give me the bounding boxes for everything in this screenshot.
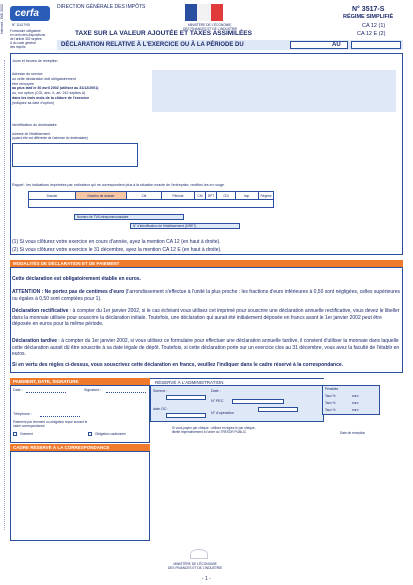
penalty-rate-2: Taux % xyxy=(325,401,336,405)
address-line: ou, sur option (CGI, ann. II, art. 242 septies A) xyxy=(12,91,86,96)
cents-warning-title: ATTENTION : Ne portez pas de centimes d'euro xyxy=(12,289,125,295)
admin-operation-label: N° d'opération xyxy=(211,411,234,415)
date-field[interactable] xyxy=(26,392,66,393)
penalty-suffix-1: euro xyxy=(352,394,359,398)
rectificative-body: : à compter du 1er janvier 2002, si le cas échéant vous utilisez cet imprimé pour souscrire une déclaration annuelle rectificative, vous devez le libeller dans la monnaie utilisée pour souscrire la déclaration initiale. Toutefois, une déclaration qui aurait été initialement déposée en francs avant le 1er janvier 2002 peut être déposée en euros pour la même période. xyxy=(12,308,400,328)
address-label xyxy=(12,72,99,106)
admin-date-label: Date : xyxy=(211,389,221,393)
cerfa-note xyxy=(10,29,45,49)
form-number: N° 3517-S xyxy=(352,6,385,13)
note-ca12e: (2) Si vous clôturez votre exercice le 31 décembre, ayez la mention CA 12 E (en haut à droite). xyxy=(12,247,222,253)
ministry-line: MINISTÈRE DE L'ÉCONOMIE, xyxy=(188,23,233,27)
receipt-label: Jours et heures de réception xyxy=(12,59,58,63)
tardive-body: : à compter du 1er janvier 2002, si vous utilisez ce formulaire pour effectuer une déclaration annuelle tardive, il convient d'utiliser la monnaie dans laquelle cette déclaration aurait dû être souscrite à sa date légale de dépôt. Toutefois, si cette déclaration porte sur un exercice clos au 31 décembre, vous avez la faculté de l'établir en euros. xyxy=(12,338,400,358)
identification-label: Identification du destinataire xyxy=(12,123,57,127)
grid-cell-dpt: DPT xyxy=(206,192,217,199)
code-grid-values xyxy=(28,200,274,208)
address-line: au plus tard le 30 avril 2002 (utilisez au 31/12/2001) xyxy=(12,86,99,91)
cents-warning xyxy=(12,289,402,302)
footer-ministry-line: MINISTÈRE DE L'ÉCONOMIE xyxy=(173,562,217,566)
page-number: - 1 - xyxy=(202,576,211,582)
address-line: où cette déclaration doit obligatoirement xyxy=(12,76,76,81)
address-line: (indiquez sa date d'option) xyxy=(12,100,55,105)
admin-sum-label: Somme : xyxy=(153,389,168,393)
correspondence-bar xyxy=(10,444,150,451)
rectificative-title: Déclaration rectificative xyxy=(12,308,69,314)
siret-bar xyxy=(130,223,240,229)
admin-footnote xyxy=(172,426,255,434)
period-au-label: AU xyxy=(332,42,341,48)
grid-cell-dossier: Dossier xyxy=(29,192,76,199)
side-rule xyxy=(4,60,6,530)
regime-label: RÉGIME SIMPLIFIÉ xyxy=(343,14,394,20)
grid-cell-numero: Numéro de dossier xyxy=(76,192,127,199)
penalty-suffix-2: euro xyxy=(352,401,359,405)
bond-checkbox[interactable] xyxy=(88,432,92,436)
admin-oc-label: date OC : xyxy=(153,407,169,411)
cents-warning-body: (l'arrondissement s'effectue à l'unité la plus proche : les fractions d'euro inférieures à 0,50 sont négligées, celles supérieures ou égales à 0,50 sont comptées pour 1). xyxy=(12,289,401,302)
transfer-label: Virement xyxy=(20,432,33,436)
cerfa-note-line: des impôts xyxy=(10,45,26,49)
modalities-bar xyxy=(10,260,403,267)
correspondence-title: CADRE RÉSERVÉ À LA CORRESPONDANCE xyxy=(13,444,110,450)
establishment-note: (quand elle est différente de l'adresse du destinataire) xyxy=(12,136,88,140)
bond-label: Obligation cautionnée xyxy=(95,432,126,436)
tardive-title: Déclaration tardive xyxy=(12,338,58,344)
cerfa-number: N° 11417*05 xyxy=(12,23,30,27)
grid-cell-cm: CM xyxy=(195,192,206,199)
rectification-instruction: Rappel : les indications imprimées par ordinateur qui ne correspondent plus à la situation exacte de l'entreprise, rectifiez-les en rouge. xyxy=(12,183,225,187)
payment-bar xyxy=(10,378,150,385)
address-line: être renvoyée xyxy=(12,81,34,86)
phone-field[interactable] xyxy=(40,416,80,417)
grid-cell-regime: Régime xyxy=(260,194,272,198)
variant-ca12e: CA 12 E (2) xyxy=(357,31,386,37)
admin-sum-field[interactable] xyxy=(166,395,206,400)
signature-field[interactable] xyxy=(106,392,146,393)
admin-oc-field[interactable] xyxy=(166,413,206,418)
cerfa-note-line: Formulaire obligatoire xyxy=(10,29,41,33)
ministry-line: DES FINANCES ET DE L'INDUSTRIE xyxy=(183,27,238,31)
admin-title-bar xyxy=(150,378,324,385)
recipient-address-window xyxy=(152,70,396,112)
vat-number-label: Numéro de TVA intracommunautaire xyxy=(77,215,129,219)
republic-flag-icon xyxy=(185,4,223,21)
euro-obligation: Cette déclaration est obligatoirement établie en euros. xyxy=(12,276,141,282)
address-line: Adresse du service xyxy=(12,72,43,76)
rectificative-paragraph xyxy=(12,308,402,328)
side-year: 2002 xyxy=(0,4,4,12)
transfer-checkbox[interactable] xyxy=(13,432,17,436)
period-end-field[interactable] xyxy=(351,41,401,49)
period-bar xyxy=(57,40,403,50)
payment-title: PAIEMENT, DATE, SIGNATURE xyxy=(13,378,79,384)
admin-footnote-line: Si vous payez par chèque : utilisez et réglez-le par chèque, xyxy=(172,426,256,430)
direction-label: DIRECTION GÉNÉRALE DES IMPÔTS xyxy=(57,4,146,10)
footer-ministry xyxy=(168,562,222,570)
tardive-paragraph xyxy=(12,338,402,358)
address-line: dans les trois mois de la clôture de l'exercice xyxy=(12,95,90,100)
penalty-rate-1: Taux % xyxy=(325,394,336,398)
correspondence-frame[interactable] xyxy=(10,451,150,541)
penalties-title: Pénalités xyxy=(325,387,339,391)
admin-title: RÉSERVÉ À L'ADMINISTRATION xyxy=(155,379,224,385)
code-grid xyxy=(28,191,274,200)
variant-ca12: CA 12 (1) xyxy=(362,23,386,29)
main-title: TAXE SUR LA VALEUR AJOUTÉE ET TAXES ASSIMILÉES xyxy=(75,30,252,37)
francs-notice: Si en vertu des règles ci-dessus, vous souscrivez cette déclaration en francs, veuillez l'indiquer dans le cadre réservé à la correspondance. xyxy=(12,362,344,368)
establishment-address-field[interactable] xyxy=(12,143,138,167)
penalty-rate-3: Taux % xyxy=(325,408,336,412)
cerfa-note-line: de l'article 302 septies xyxy=(10,37,42,41)
grid-cell-periode: Période xyxy=(162,192,195,199)
penalty-suffix-3: euro xyxy=(352,408,359,412)
admin-pec-field[interactable] xyxy=(232,399,284,404)
cerfa-logo-text: cerfa xyxy=(15,8,39,19)
grid-cell-cle: Clé xyxy=(127,192,162,199)
side-code xyxy=(1,4,9,34)
admin-pec-label: N° PEC xyxy=(211,399,224,403)
period-label: DÉCLARATION RELATIVE À L'EXERCICE OU À LA PÉRIODE DU xyxy=(61,42,244,48)
cerfa-logo xyxy=(10,6,50,21)
admin-operation-field[interactable] xyxy=(258,407,298,412)
reception-date-label: Date de réception xyxy=(340,431,366,435)
grid-cell-imp: Imp. xyxy=(236,192,259,199)
cerfa-note-line: en vertu des dispositions xyxy=(10,33,46,37)
grid-cell-cdi: CDI xyxy=(217,192,236,199)
side-code-text: Internet - DGI xyxy=(0,12,4,34)
note-ca12: (1) Si vous clôturez votre exercice en cours d'année, ayez la mention CA 12 (en haut à droite). xyxy=(12,239,221,245)
footer-emblem xyxy=(190,549,208,559)
admin-footnote-line: libellé impérativement à l'ordre du TRÉSOR PUBLIC xyxy=(172,430,247,434)
modalities-title: MODALITÉS DE DÉCLARATION ET DE PAIEMENT xyxy=(13,260,120,266)
footer-ministry-line: DES FINANCES ET DE L'INDUSTRIE xyxy=(168,566,223,570)
date-label: Date : xyxy=(13,388,23,392)
siret-label: N° d'identification de l'établissement (SIRET) xyxy=(133,224,197,228)
establishment-label: Adresse de l'établissement xyxy=(12,132,50,136)
vat-number-bar xyxy=(74,214,184,220)
phone-label: Téléphone : xyxy=(13,412,32,416)
signature-label: Signature : xyxy=(84,388,102,392)
cerfa-note-line: A du code général xyxy=(10,41,36,45)
payment-note: Paiement par virement ou obligation reçue suivant le cadre correspondance xyxy=(13,420,88,428)
